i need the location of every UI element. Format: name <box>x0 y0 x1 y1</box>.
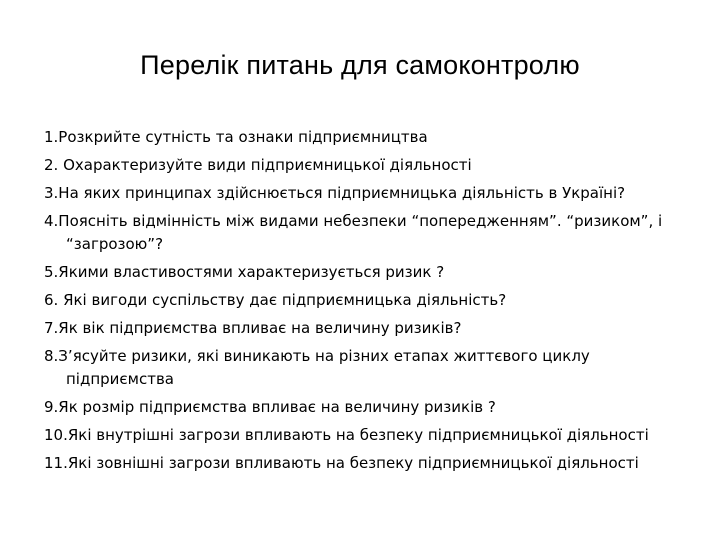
question-item-2: 2. Охарактеризуйте види підприємницької діяльності <box>44 156 472 174</box>
question-item-8: 8.З’ясуйте ризики, які виникають на різних етапах життєвого циклу підприємства <box>44 347 590 388</box>
question-list <box>44 126 684 480</box>
slide-title: Перелік питань для самоконтролю <box>140 50 580 80</box>
question-item-3: 3.На яких принципах здійснюється підприємницька діяльність в Україні? <box>44 184 626 202</box>
question-item-10: 10.Які внутрішні загрози впливають на безпеку підприємницької діяльності <box>44 426 649 444</box>
question-item-6: 6. Які вигоди суспільству дає підприємницька діяльність? <box>44 291 507 309</box>
question-item-5: 5.Якими властивостями характеризується ризик ? <box>44 263 445 281</box>
question-item-7: 7.Як вік підприємства впливає на величину ризиків? <box>44 319 462 337</box>
question-item-9: 9.Як розмір підприємства впливає на величину ризиків ? <box>44 398 496 416</box>
question-item-1: 1.Розкрийте сутність та ознаки підприємництва <box>44 128 428 146</box>
question-item-4: 4.Поясніть відмінність між видами небезпеки “попередженням”. “ризиком”, і “загрозою”? <box>44 212 663 253</box>
question-item-11: 11.Які зовнішні загрози впливають на безпеку підприємницької діяльності <box>44 454 639 472</box>
